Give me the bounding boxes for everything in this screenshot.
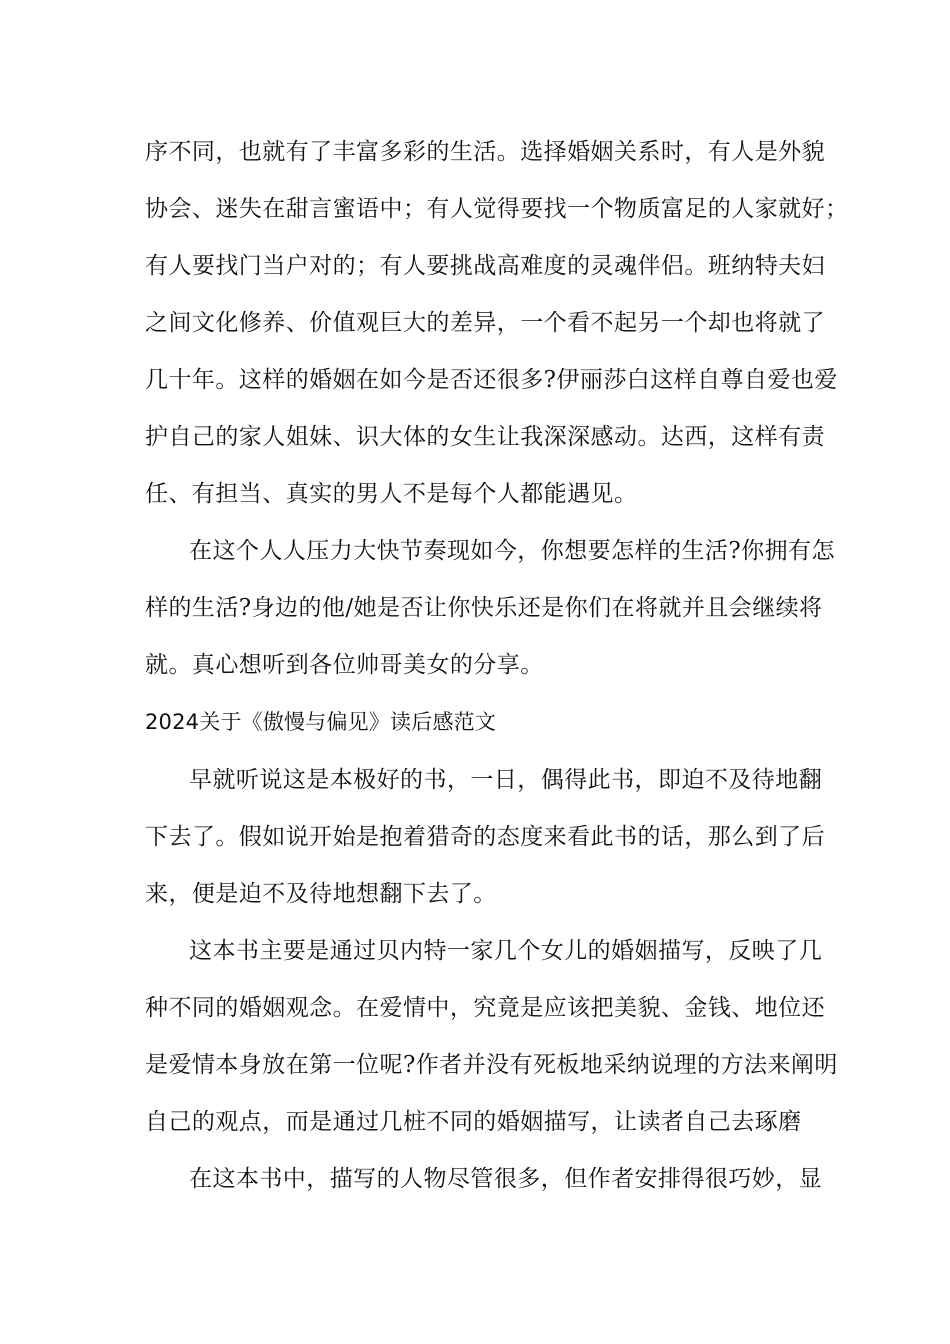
text-line: 自己的观点，而是通过几桩不同的婚姻描写，让读者自己去琢磨 xyxy=(145,1109,802,1135)
text-line: 这本书主要是通过贝内特一家几个女儿的婚姻描写，反映了几 xyxy=(189,938,823,964)
text-line: 几十年。这样的婚姻在如今是否还很多?伊丽莎白这样自尊自爱也爱 xyxy=(145,367,838,393)
text-line: 来，便是迫不及待地想翻下去了。 xyxy=(145,881,497,907)
text-line: 早就听说这是本极好的书，一日，偶得此书，即迫不及待地翻 xyxy=(189,767,823,793)
text-line: 任、有担当、真实的男人不是每个人都能遇见。 xyxy=(145,481,638,507)
text-line: 序不同，也就有了丰富多彩的生活。选择婚姻关系时，有人是外貌 xyxy=(145,139,826,165)
section-title: 2024关于《傲慢与偏见》读后感范文 xyxy=(145,710,497,734)
text-line: 样的生活?身边的他/她是否让你快乐还是你们在将就并且会继续将 xyxy=(145,595,823,621)
text-line: 协会、迷失在甜言蜜语中；有人觉得要找一个物质富足的人家就好； xyxy=(145,196,849,222)
text-line: 有人要找门当户对的；有人要挑战高难度的灵魂伴侣。班纳特夫妇 xyxy=(145,253,826,279)
text-line: 是爱情本身放在第一位呢?作者并没有死板地采纳说理的方法来阐明 xyxy=(145,1052,838,1078)
text-line: 在这本书中，描写的人物尽管很多，但作者安排得很巧妙，显 xyxy=(189,1166,823,1192)
text-line: 护自己的家人姐妹、识大体的女生让我深深感动。达西，这样有责 xyxy=(145,424,826,450)
text-line: 种不同的婚姻观念。在爱情中，究竟是应该把美貌、金钱、地位还 xyxy=(145,995,826,1021)
text-line: 就。真心想听到各位帅哥美女的分享。 xyxy=(145,652,544,678)
text-line: 之间文化修养、价值观巨大的差异，一个看不起另一个却也将就了 xyxy=(145,310,826,336)
text-line: 在这个人人压力大快节奏现如今，你想要怎样的生活?你拥有怎 xyxy=(189,538,835,564)
text-line: 下去了。假如说开始是抱着猎奇的态度来看此书的话，那么到了后 xyxy=(145,824,826,850)
